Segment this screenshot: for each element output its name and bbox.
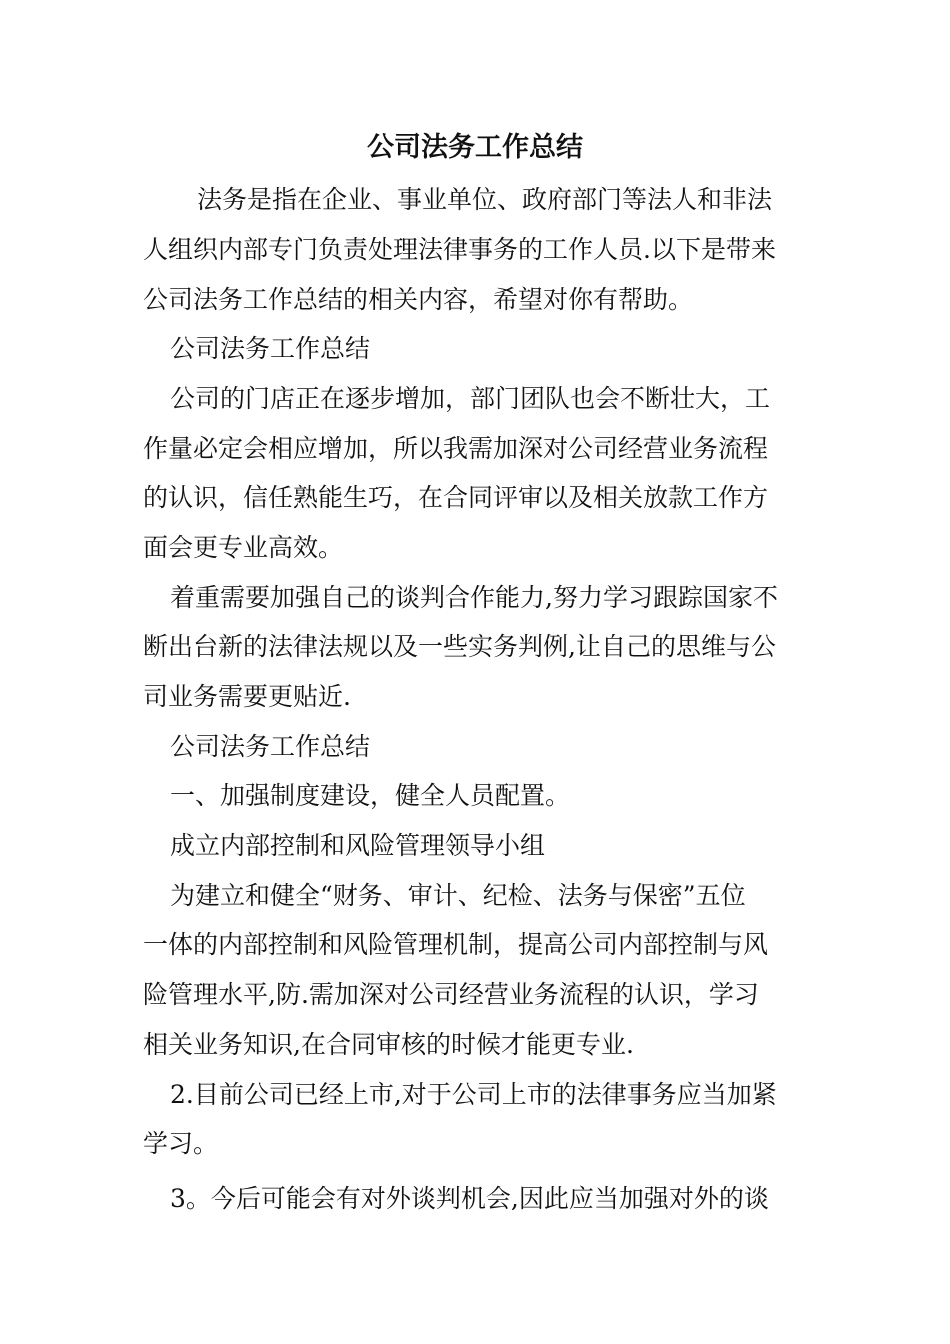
paragraph-line: 一体的内部控制和风险管理机制，提高公司内部控制与风 [143, 930, 769, 959]
paragraph-line: 为建立和健全“财务、审计、纪检、法务与保密”五位 [170, 881, 746, 910]
paragraph-line: 人组织内部专门负责处理法律事务的工作人员.以下是带来 [143, 235, 776, 264]
list-item: 3。今后可能会有对外谈判机会,因此应当加强对外的谈 [170, 1184, 769, 1213]
paragraph-line: 断出台新的法律法规以及一些实务判例,让自己的思维与公 [143, 632, 776, 661]
list-item-continuation: 学习。 [143, 1129, 219, 1158]
paragraph-line: 公司的门店正在逐步增加，部门团队也会不断壮大，工 [170, 384, 771, 413]
paragraph-line: 的认识，信任熟能生巧，在合同评审以及相关放款工作方 [143, 483, 769, 512]
section-heading: 公司法务工作总结 [170, 334, 371, 363]
paragraph-line: 着重需要加强自己的谈判合作能力,努力学习跟踪国家不 [170, 583, 778, 612]
paragraph-line: 法务是指在企业、事业单位、政府部门等法人和非法 [197, 185, 773, 214]
paragraph-line: 作量必定会相应增加，所以我需加深对公司经营业务流程 [143, 434, 769, 463]
list-heading: 一、加强制度建设，健全人员配置。 [170, 781, 571, 810]
section-heading: 公司法务工作总结 [170, 732, 371, 761]
paragraph-line: 相关业务知识,在合同审核的时候才能更专业. [143, 1030, 634, 1059]
list-item: 2.目前公司已经上市,对于公司上市的法律事务应当加紧 [170, 1080, 777, 1109]
paragraph-line: 险管理水平,防.需加深对公司经营业务流程的认识，学习 [143, 980, 759, 1009]
paragraph-line: 面会更专业高效。 [143, 533, 344, 562]
paragraph-line: 司业务需要更贴近. [143, 682, 351, 711]
document-title: 公司法务工作总结 [367, 132, 583, 163]
paragraph-line: 成立内部控制和风险管理领导小组 [170, 831, 546, 860]
paragraph-line: 公司法务工作总结的相关内容，希望对你有帮助。 [143, 285, 694, 314]
